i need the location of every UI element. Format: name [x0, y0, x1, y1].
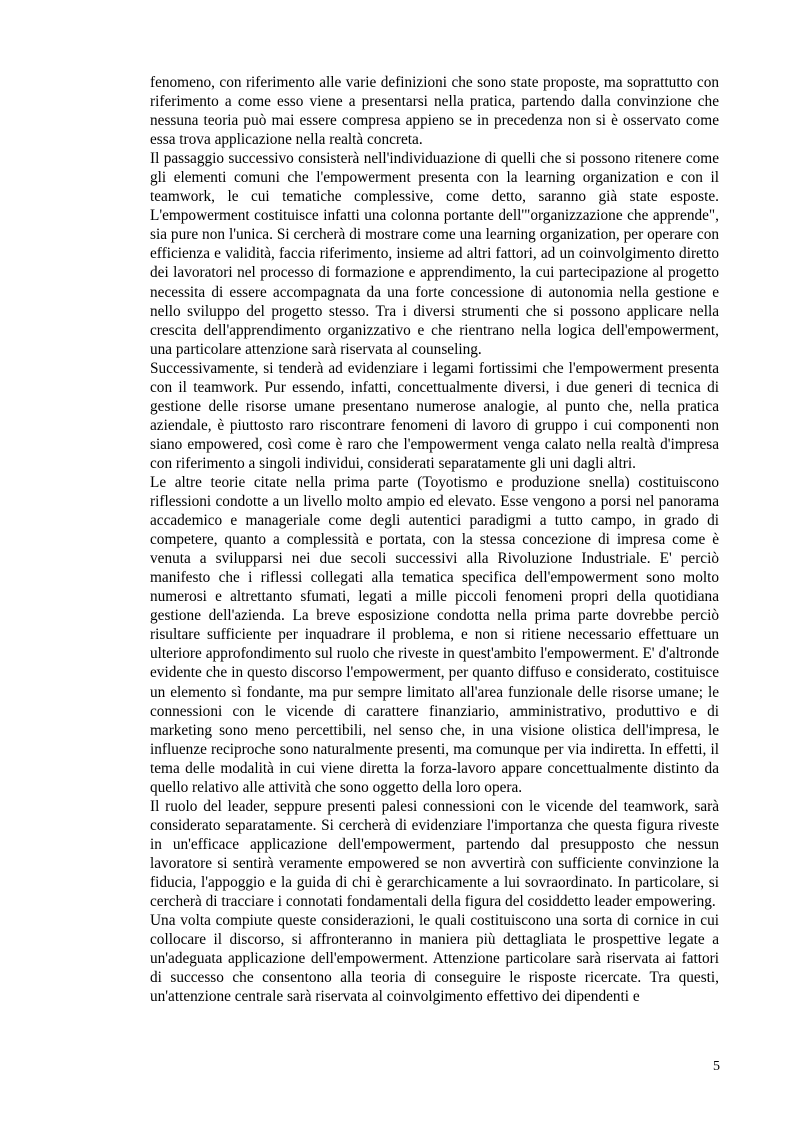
paragraph-1: fenomeno, con riferimento alle varie definizioni che sono state proposte, ma soprattutto con riferimento a come esso viene a presentarsi nella pratica, partendo dalla convinzione che nessuna teoria può mai essere compresa appieno se in precedenza non si è osservato come essa trova applicazione nella realtà concreta. — [150, 74, 719, 149]
paragraph-3: Successivamente, si tenderà ad evidenziare i legami fortissimi che l'empowerment presenta con il teamwork. Pur essendo, infatti, concettualmente diversi, i due generi di tecnica di gestione delle risorse umane presentano numerose analogie, al punto che, nella pratica aziendale, è piuttosto raro riscontrare fenomeni di lavoro di gruppo i cui componenti non siano empowered, così come è raro che l'empowerment venga calato nella realtà d'impresa con riferimento a singoli individui, considerati separatamente gli uni dagli altri. — [150, 359, 719, 472]
paragraph-4: Le altre teorie citate nella prima parte (Toyotismo e produzione snella) costituiscono riflessioni condotte a un livello molto ampio ed elevato. Esse vengono a porsi nel panorama accademico e manageriale come degli autentici paradigmi a tutto campo, in grado di competere, quanto a complessità e portata, con la stessa concezione di impresa come è venuta a svilupparsi nei due secoli successivi alla Rivoluzione Industriale. E' perciò manifesto che i riflessi collegati alla tematica specifica dell'empowerment sono molto numerosi e altrettanto sfumati, legati a mille piccoli fenomeni propri della quotidiana gestione dell'azienda. La breve esposizione condotta nella prima parte dovrebbe perciò risultare sufficiente per inquadrare il problema, e non si ritiene necessario effettuare un ulteriore approfondimento sul ruolo che riveste in quest'ambito l'empowerment. E' d'altronde evidente che in questo discorso l'empowerment, per quanto diffuso e considerato, costituisce un elemento sì fondante, ma pur sempre limitato all'area funzionale delle risorse umane; le connessioni con le vicende di carattere finanziario, amministrativo, produttivo e di marketing sono meno percettibili, nel senso che, in una visione olistica dell'impresa, le influenze reciproche sono naturalmente presenti, ma comunque per via indiretta. In effetti, il tema delle modalità in cui viene diretta la forza-lavoro appare concettualmente distinto da quello relativo alle attività che sono oggetto della loro opera. — [150, 473, 719, 796]
paragraph-6: Una volta compiute queste considerazioni, le quali costituiscono una sorta di cornice in cui collocare il discorso, si affronteranno in maniera più dettagliata le prospettive legate a un'adeguata applicazione dell'empowerment. Attenzione particolare sarà riservata ai fattori di successo che consentono alla teoria di conseguire le risposte ricercate. Tra questi, un'attenzione centrale sarà riservata al coinvolgimento effettivo dei dipendenti e — [150, 912, 719, 1006]
body-text — [150, 73, 719, 1006]
paragraph-5: Il ruolo del leader, seppure presenti palesi connessioni con le vicende del teamwork, sarà considerato separatamente. Si cercherà di evidenziare l'importanza che questa figura riveste in un'efficace applicazione dell'empowerment, partendo dal presupposto che nessun lavoratore si sentirà veramente empowered se non avvertirà con sufficiente convinzione la fiducia, l'appoggio e la guida di chi è gerarchicamente a lui sovraordinato. In particolare, si cercherà di tracciare i connotati fondamentali della figura del cosiddetto leader empowering. — [150, 797, 719, 911]
paragraph-2: Il passaggio successivo consisterà nell'individuazione di quelli che si possono ritenere come gli elementi comuni che l'empowerment presenta con la learning organization e con il teamwork, le cui tematiche complessive, come detto, saranno già state esposte. L'empowerment costituisce infatti una colonna portante dell'"organizzazione che apprende", sia pure non l'unica. Si cercherà di mostrare come una learning organization, per operare con efficienza e validità, faccia riferimento, insieme ad altri fattori, ad un coinvolgimento diretto dei lavoratori nel processo di formazione e apprendimento, la cui partecipazione al progetto necessita di essere accompagnata da una forte concessione di autonomia nella gestione e nello sviluppo del progetto stesso. Tra i diversi strumenti che si possono applicare nella crescita dell'apprendimento organizzativo e che rientrano nella logica dell'empowerment, una particolare attenzione sarà riservata al counseling. — [150, 150, 719, 358]
page-number: 5 — [713, 1059, 720, 1074]
